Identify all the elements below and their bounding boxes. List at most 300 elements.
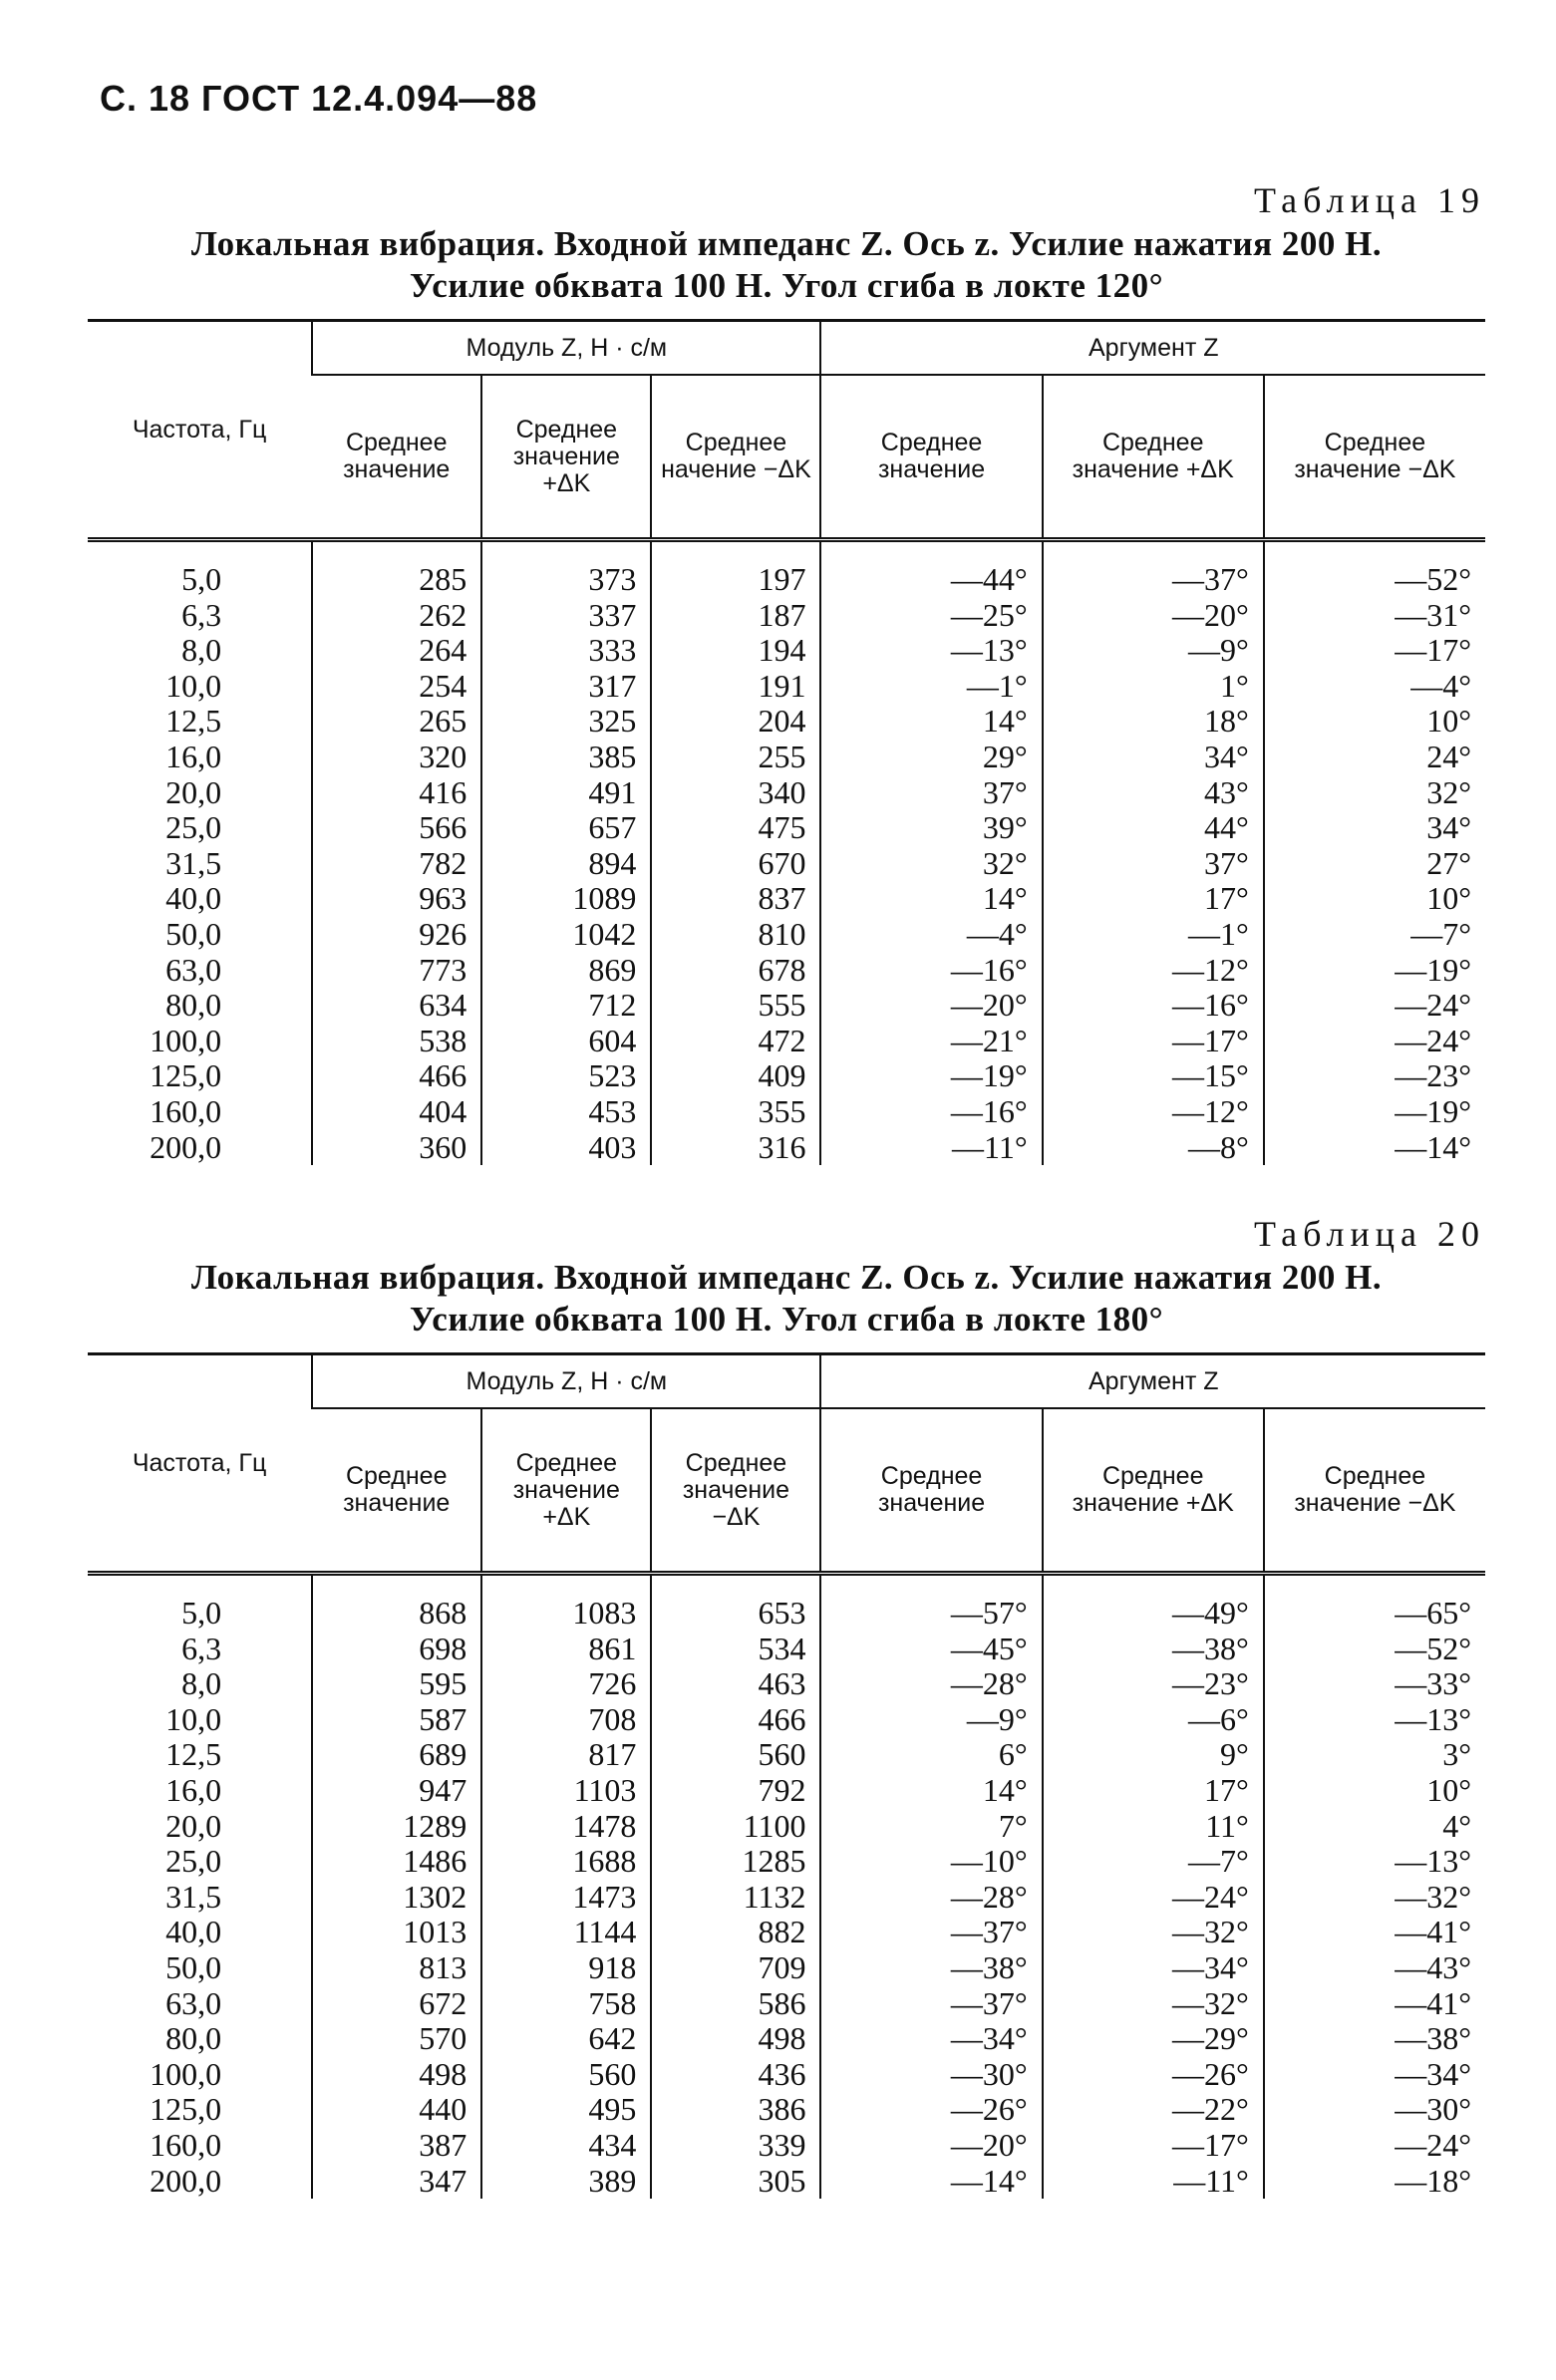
cell-modulus-plus: 337 xyxy=(481,598,651,634)
cell-modulus-plus: 712 xyxy=(481,988,651,1024)
table-row xyxy=(88,1950,1485,1986)
cell-modulus-plus: 317 xyxy=(481,669,651,705)
cell-argument-minus: —18° xyxy=(1264,2164,1485,2200)
cell-modulus-plus: 1478 xyxy=(481,1809,651,1845)
cell-argument-minus: —65° xyxy=(1264,1574,1485,1632)
data-table xyxy=(88,1352,1485,2199)
cell-argument-minus: —33° xyxy=(1264,1666,1485,1702)
cell-argument-plus: —17° xyxy=(1043,1024,1264,1059)
cell-modulus-mean: 782 xyxy=(312,846,481,882)
cell-argument-plus: —16° xyxy=(1043,988,1264,1024)
table-row xyxy=(88,810,1485,846)
cell-modulus-minus: 560 xyxy=(651,1737,820,1773)
header-modulus-minus: Среднее начение −ΔK xyxy=(651,375,820,540)
cell-frequency: 100,0 xyxy=(150,2055,222,2092)
header-argument-group: Аргумент Z xyxy=(820,321,1485,376)
cell-frequency: 6,3 xyxy=(181,596,222,633)
cell-argument-minus: 34° xyxy=(1264,810,1485,846)
cell-modulus-minus: 436 xyxy=(651,2057,820,2093)
cell-argument-plus: —8° xyxy=(1043,1130,1264,1166)
cell-modulus-plus: 1042 xyxy=(481,917,651,953)
cell-argument-minus: —43° xyxy=(1264,1950,1485,1986)
cell-argument-plus: —22° xyxy=(1043,2092,1264,2128)
cell-modulus-mean: 813 xyxy=(312,1950,481,1986)
cell-frequency: 125,0 xyxy=(150,1057,222,1094)
header-modulus-mean: Среднее значение xyxy=(312,1408,481,1574)
cell-modulus-mean: 1302 xyxy=(312,1880,481,1916)
cell-modulus-mean: 634 xyxy=(312,988,481,1024)
cell-modulus-minus: 339 xyxy=(651,2128,820,2164)
cell-modulus-plus: 491 xyxy=(481,775,651,811)
cell-argument-mean: 32° xyxy=(820,846,1042,882)
cell-modulus-plus: 861 xyxy=(481,1632,651,1667)
cell-argument-mean: —4° xyxy=(820,917,1042,953)
cell-argument-minus: —31° xyxy=(1264,598,1485,634)
cell-frequency: 5,0 xyxy=(181,1595,222,1631)
table-caption-line1: Локальная вибрация. Входной импеданс Z. Ось z. Усилие нажатия 200 Н. xyxy=(190,224,1383,263)
table-row xyxy=(88,2057,1485,2093)
cell-argument-plus: —1° xyxy=(1043,917,1264,953)
cell-frequency: 50,0 xyxy=(165,1948,222,1985)
table-row xyxy=(88,2092,1485,2128)
cell-modulus-plus: 373 xyxy=(481,540,651,598)
header-argument-group: Аргумент Z xyxy=(820,1354,1485,1409)
cell-modulus-mean: 387 xyxy=(312,2128,481,2164)
cell-modulus-minus: 653 xyxy=(651,1574,820,1632)
data-table xyxy=(88,319,1485,1165)
table-row xyxy=(88,1666,1485,1702)
cell-modulus-minus: 670 xyxy=(651,846,820,882)
cell-argument-plus: 11° xyxy=(1043,1809,1264,1845)
header-argument-minus: Среднее значение −ΔK xyxy=(1264,375,1485,540)
table-row xyxy=(88,1574,1485,1632)
cell-modulus-plus: 495 xyxy=(481,2092,651,2128)
cell-modulus-minus: 837 xyxy=(651,881,820,917)
cell-argument-mean: —14° xyxy=(820,2164,1042,2200)
table-row xyxy=(88,540,1485,598)
cell-modulus-minus: 316 xyxy=(651,1130,820,1166)
table-row xyxy=(88,669,1485,705)
table-row xyxy=(88,1024,1485,1059)
cell-argument-plus: —9° xyxy=(1043,633,1264,669)
cell-modulus-plus: 333 xyxy=(481,633,651,669)
cell-argument-mean: —34° xyxy=(820,2021,1042,2057)
cell-modulus-mean: 566 xyxy=(312,810,481,846)
cell-argument-plus: 44° xyxy=(1043,810,1264,846)
cell-argument-mean: —1° xyxy=(820,669,1042,705)
cell-argument-mean: 14° xyxy=(820,704,1042,740)
cell-modulus-minus: 792 xyxy=(651,1773,820,1809)
cell-frequency: 12,5 xyxy=(165,1736,222,1773)
cell-argument-plus: 43° xyxy=(1043,775,1264,811)
table-row xyxy=(88,633,1485,669)
table-row xyxy=(88,740,1485,775)
cell-frequency: 16,0 xyxy=(165,1771,222,1808)
cell-modulus-mean: 689 xyxy=(312,1737,481,1773)
cell-argument-plus: —12° xyxy=(1043,953,1264,989)
cell-modulus-mean: 926 xyxy=(312,917,481,953)
cell-modulus-mean: 404 xyxy=(312,1094,481,1130)
cell-modulus-minus: 709 xyxy=(651,1950,820,1986)
cell-argument-mean: —38° xyxy=(820,1950,1042,1986)
cell-modulus-mean: 466 xyxy=(312,1058,481,1094)
table-row xyxy=(88,1632,1485,1667)
cell-modulus-minus: 555 xyxy=(651,988,820,1024)
cell-modulus-mean: 868 xyxy=(312,1574,481,1632)
cell-argument-mean: —57° xyxy=(820,1574,1042,1632)
cell-argument-mean: 6° xyxy=(820,1737,1042,1773)
cell-modulus-minus: 472 xyxy=(651,1024,820,1059)
cell-argument-mean: —30° xyxy=(820,2057,1042,2093)
cell-modulus-plus: 523 xyxy=(481,1058,651,1094)
cell-modulus-plus: 817 xyxy=(481,1737,651,1773)
cell-argument-plus: —17° xyxy=(1043,2128,1264,2164)
cell-frequency: 200,0 xyxy=(150,1128,222,1165)
table-row xyxy=(88,988,1485,1024)
cell-modulus-plus: 1103 xyxy=(481,1773,651,1809)
table-caption-line2: Усилие обквата 100 Н. Угол сгиба в локте 120° xyxy=(409,266,1164,305)
cell-modulus-minus: 882 xyxy=(651,1915,820,1950)
table-row xyxy=(88,1809,1485,1845)
cell-modulus-mean: 587 xyxy=(312,1702,481,1738)
cell-modulus-plus: 1473 xyxy=(481,1880,651,1916)
cell-argument-mean: 7° xyxy=(820,1809,1042,1845)
header-frequency: Частота, Гц xyxy=(88,1354,312,1574)
page-header: С. 18 ГОСТ 12.4.094—88 xyxy=(100,78,538,119)
cell-argument-minus: —38° xyxy=(1264,2021,1485,2057)
cell-modulus-minus: 463 xyxy=(651,1666,820,1702)
cell-argument-plus: —20° xyxy=(1043,598,1264,634)
cell-argument-minus: —24° xyxy=(1264,2128,1485,2164)
table-row xyxy=(88,1986,1485,2022)
cell-modulus-minus: 355 xyxy=(651,1094,820,1130)
cell-frequency: 31,5 xyxy=(165,1878,222,1915)
cell-modulus-minus: 191 xyxy=(651,669,820,705)
cell-modulus-plus: 604 xyxy=(481,1024,651,1059)
cell-modulus-minus: 255 xyxy=(651,740,820,775)
cell-frequency: 63,0 xyxy=(165,951,222,988)
cell-argument-mean: —25° xyxy=(820,598,1042,634)
table-row xyxy=(88,775,1485,811)
cell-argument-plus: —6° xyxy=(1043,1702,1264,1738)
table-caption-line2: Усилие обквата 100 Н. Угол сгиба в локте 180° xyxy=(409,1300,1164,1339)
cell-modulus-plus: 894 xyxy=(481,846,651,882)
cell-frequency: 6,3 xyxy=(181,1630,222,1666)
cell-argument-plus: 9° xyxy=(1043,1737,1264,1773)
cell-argument-minus: —13° xyxy=(1264,1702,1485,1738)
cell-argument-minus: —19° xyxy=(1264,953,1485,989)
cell-argument-minus: —19° xyxy=(1264,1094,1485,1130)
cell-modulus-plus: 869 xyxy=(481,953,651,989)
table-row xyxy=(88,881,1485,917)
header-modulus-plus: Среднее значение +ΔK xyxy=(481,375,651,540)
cell-modulus-plus: 642 xyxy=(481,2021,651,2057)
cell-modulus-plus: 385 xyxy=(481,740,651,775)
header-argument-plus: Среднее значение +ΔK xyxy=(1043,375,1264,540)
cell-argument-plus: 37° xyxy=(1043,846,1264,882)
table-19-block xyxy=(88,177,1485,1165)
cell-frequency: 50,0 xyxy=(165,915,222,952)
cell-argument-minus: —32° xyxy=(1264,1880,1485,1916)
cell-argument-mean: 37° xyxy=(820,775,1042,811)
cell-argument-minus: 3° xyxy=(1264,1737,1485,1773)
cell-argument-mean: —20° xyxy=(820,988,1042,1024)
cell-argument-minus: 10° xyxy=(1264,1773,1485,1809)
table-row xyxy=(88,917,1485,953)
cell-argument-mean: —9° xyxy=(820,1702,1042,1738)
table-row xyxy=(88,704,1485,740)
cell-frequency: 25,0 xyxy=(165,1843,222,1880)
cell-argument-mean: —19° xyxy=(820,1058,1042,1094)
cell-frequency: 160,0 xyxy=(150,1092,222,1129)
cell-argument-plus: 18° xyxy=(1043,704,1264,740)
cell-argument-minus: —30° xyxy=(1264,2092,1485,2128)
cell-argument-mean: —10° xyxy=(820,1844,1042,1880)
cell-modulus-plus: 657 xyxy=(481,810,651,846)
cell-argument-plus: —24° xyxy=(1043,1880,1264,1916)
cell-frequency: 20,0 xyxy=(165,1807,222,1844)
cell-argument-plus: —32° xyxy=(1043,1915,1264,1950)
header-argument-plus: Среднее значение +ΔK xyxy=(1043,1408,1264,1574)
cell-argument-minus: 10° xyxy=(1264,704,1485,740)
cell-modulus-plus: 389 xyxy=(481,2164,651,2200)
cell-frequency: 80,0 xyxy=(165,2020,222,2057)
cell-argument-plus: —12° xyxy=(1043,1094,1264,1130)
table-row xyxy=(88,1915,1485,1950)
table-body xyxy=(88,1574,1485,2200)
cell-modulus-minus: 204 xyxy=(651,704,820,740)
cell-modulus-mean: 262 xyxy=(312,598,481,634)
cell-frequency: 8,0 xyxy=(181,632,222,669)
cell-argument-minus: —24° xyxy=(1264,988,1485,1024)
table-number: Таблица 19 xyxy=(1254,180,1485,220)
cell-argument-mean: —20° xyxy=(820,2128,1042,2164)
cell-argument-plus: —38° xyxy=(1043,1632,1264,1667)
table-row xyxy=(88,1094,1485,1130)
cell-argument-plus: —15° xyxy=(1043,1058,1264,1094)
cell-modulus-mean: 360 xyxy=(312,1130,481,1166)
cell-modulus-mean: 538 xyxy=(312,1024,481,1059)
cell-modulus-plus: 325 xyxy=(481,704,651,740)
cell-argument-plus: 17° xyxy=(1043,881,1264,917)
cell-modulus-mean: 265 xyxy=(312,704,481,740)
cell-argument-plus: —49° xyxy=(1043,1574,1264,1632)
cell-argument-minus: —7° xyxy=(1264,917,1485,953)
cell-argument-minus: —13° xyxy=(1264,1844,1485,1880)
cell-argument-mean: 14° xyxy=(820,1773,1042,1809)
cell-modulus-minus: 197 xyxy=(651,540,820,598)
cell-argument-minus: 24° xyxy=(1264,740,1485,775)
cell-frequency: 80,0 xyxy=(165,987,222,1024)
cell-modulus-plus: 1144 xyxy=(481,1915,651,1950)
cell-modulus-mean: 595 xyxy=(312,1666,481,1702)
cell-argument-minus: —17° xyxy=(1264,633,1485,669)
cell-frequency: 125,0 xyxy=(150,2091,222,2128)
table-row xyxy=(88,598,1485,634)
cell-modulus-plus: 726 xyxy=(481,1666,651,1702)
cell-modulus-minus: 466 xyxy=(651,1702,820,1738)
cell-argument-minus: 10° xyxy=(1264,881,1485,917)
cell-modulus-plus: 1089 xyxy=(481,881,651,917)
cell-argument-plus: —26° xyxy=(1043,2057,1264,2093)
table-row xyxy=(88,1130,1485,1166)
cell-argument-plus: —34° xyxy=(1043,1950,1264,1986)
table-20-block xyxy=(88,1211,1485,2199)
cell-argument-plus: —7° xyxy=(1043,1844,1264,1880)
table-row xyxy=(88,2021,1485,2057)
cell-modulus-mean: 963 xyxy=(312,881,481,917)
cell-argument-mean: —13° xyxy=(820,633,1042,669)
cell-modulus-minus: 187 xyxy=(651,598,820,634)
cell-modulus-minus: 534 xyxy=(651,1632,820,1667)
table-row xyxy=(88,2128,1485,2164)
cell-modulus-minus: 678 xyxy=(651,953,820,989)
cell-modulus-mean: 320 xyxy=(312,740,481,775)
cell-argument-minus: 4° xyxy=(1264,1809,1485,1845)
cell-argument-mean: —44° xyxy=(820,540,1042,598)
header-argument-mean: Среднее значение xyxy=(820,375,1042,540)
table-row xyxy=(88,1737,1485,1773)
cell-modulus-minus: 386 xyxy=(651,2092,820,2128)
table-row xyxy=(88,953,1485,989)
cell-modulus-minus: 305 xyxy=(651,2164,820,2200)
cell-argument-minus: —52° xyxy=(1264,540,1485,598)
table-row xyxy=(88,1702,1485,1738)
table-body xyxy=(88,540,1485,1166)
cell-argument-plus: 1° xyxy=(1043,669,1264,705)
cell-argument-plus: —11° xyxy=(1043,2164,1264,2200)
header-argument-mean: Среднее значение xyxy=(820,1408,1042,1574)
cell-argument-minus: —34° xyxy=(1264,2057,1485,2093)
cell-argument-plus: —29° xyxy=(1043,2021,1264,2057)
cell-argument-plus: 34° xyxy=(1043,740,1264,775)
cell-frequency: 10,0 xyxy=(165,1700,222,1737)
cell-argument-mean: —16° xyxy=(820,953,1042,989)
cell-argument-plus: —37° xyxy=(1043,540,1264,598)
cell-modulus-minus: 1132 xyxy=(651,1880,820,1916)
header-modulus-group: Модуль Z, Н · с/м xyxy=(312,1354,820,1409)
cell-modulus-minus: 409 xyxy=(651,1058,820,1094)
cell-argument-minus: —23° xyxy=(1264,1058,1485,1094)
cell-frequency: 40,0 xyxy=(165,1914,222,1950)
cell-modulus-mean: 947 xyxy=(312,1773,481,1809)
table-row xyxy=(88,1880,1485,1916)
cell-modulus-minus: 475 xyxy=(651,810,820,846)
table-caption-line1: Локальная вибрация. Входной импеданс Z. Ось z. Усилие нажатия 200 Н. xyxy=(190,1258,1383,1297)
cell-frequency: 63,0 xyxy=(165,1984,222,2021)
cell-argument-minus: —52° xyxy=(1264,1632,1485,1667)
cell-modulus-minus: 194 xyxy=(651,633,820,669)
cell-modulus-minus: 810 xyxy=(651,917,820,953)
cell-frequency: 200,0 xyxy=(150,2162,222,2199)
cell-modulus-plus: 1688 xyxy=(481,1844,651,1880)
cell-argument-mean: —37° xyxy=(820,1986,1042,2022)
cell-frequency: 40,0 xyxy=(165,880,222,917)
table-row xyxy=(88,1773,1485,1809)
cell-frequency: 12,5 xyxy=(165,703,222,740)
cell-modulus-mean: 416 xyxy=(312,775,481,811)
header-argument-minus: Среднее значение −ΔK xyxy=(1264,1408,1485,1574)
cell-frequency: 10,0 xyxy=(165,667,222,704)
cell-argument-minus: 32° xyxy=(1264,775,1485,811)
cell-argument-plus: 17° xyxy=(1043,1773,1264,1809)
cell-modulus-minus: 1100 xyxy=(651,1809,820,1845)
cell-argument-plus: —23° xyxy=(1043,1666,1264,1702)
cell-argument-mean: —37° xyxy=(820,1915,1042,1950)
header-frequency: Частота, Гц xyxy=(88,321,312,540)
table-row xyxy=(88,1844,1485,1880)
cell-modulus-mean: 773 xyxy=(312,953,481,989)
cell-argument-minus: —41° xyxy=(1264,1915,1485,1950)
cell-modulus-mean: 285 xyxy=(312,540,481,598)
cell-frequency: 8,0 xyxy=(181,1665,222,1702)
header-modulus-group: Модуль Z, Н · с/м xyxy=(312,321,820,376)
cell-modulus-plus: 453 xyxy=(481,1094,651,1130)
header-modulus-mean: Среднее значение xyxy=(312,375,481,540)
cell-frequency: 25,0 xyxy=(165,809,222,846)
cell-frequency: 5,0 xyxy=(181,561,222,597)
cell-modulus-mean: 570 xyxy=(312,2021,481,2057)
cell-frequency: 31,5 xyxy=(165,844,222,881)
cell-argument-mean: 29° xyxy=(820,740,1042,775)
cell-modulus-plus: 434 xyxy=(481,2128,651,2164)
cell-argument-mean: —45° xyxy=(820,1632,1042,1667)
cell-argument-minus: 27° xyxy=(1264,846,1485,882)
cell-modulus-minus: 586 xyxy=(651,1986,820,2022)
cell-modulus-plus: 758 xyxy=(481,1986,651,2022)
header-modulus-plus: Среднее значение +ΔK xyxy=(481,1408,651,1574)
cell-argument-plus: —32° xyxy=(1043,1986,1264,2022)
cell-frequency: 16,0 xyxy=(165,738,222,774)
cell-modulus-minus: 340 xyxy=(651,775,820,811)
cell-modulus-mean: 672 xyxy=(312,1986,481,2022)
table-number: Таблица 20 xyxy=(1254,1214,1485,1254)
cell-frequency: 160,0 xyxy=(150,2126,222,2163)
cell-modulus-plus: 708 xyxy=(481,1702,651,1738)
cell-argument-mean: —11° xyxy=(820,1130,1042,1166)
cell-modulus-mean: 1289 xyxy=(312,1809,481,1845)
cell-modulus-mean: 440 xyxy=(312,2092,481,2128)
cell-modulus-mean: 1486 xyxy=(312,1844,481,1880)
cell-argument-mean: —26° xyxy=(820,2092,1042,2128)
cell-modulus-minus: 1285 xyxy=(651,1844,820,1880)
header-modulus-minus: Среднее значение −ΔK xyxy=(651,1408,820,1574)
cell-argument-minus: —14° xyxy=(1264,1130,1485,1166)
cell-argument-mean: 39° xyxy=(820,810,1042,846)
cell-frequency: 20,0 xyxy=(165,773,222,810)
cell-argument-mean: 14° xyxy=(820,881,1042,917)
cell-modulus-mean: 498 xyxy=(312,2057,481,2093)
cell-modulus-mean: 698 xyxy=(312,1632,481,1667)
cell-argument-minus: —24° xyxy=(1264,1024,1485,1059)
table-row xyxy=(88,1058,1485,1094)
cell-frequency: 100,0 xyxy=(150,1022,222,1058)
cell-modulus-mean: 254 xyxy=(312,669,481,705)
cell-modulus-minus: 498 xyxy=(651,2021,820,2057)
table-row xyxy=(88,846,1485,882)
cell-argument-mean: —28° xyxy=(820,1666,1042,1702)
cell-argument-mean: —16° xyxy=(820,1094,1042,1130)
cell-modulus-plus: 560 xyxy=(481,2057,651,2093)
cell-argument-minus: —41° xyxy=(1264,1986,1485,2022)
table-row xyxy=(88,2164,1485,2200)
cell-modulus-mean: 347 xyxy=(312,2164,481,2200)
cell-modulus-plus: 1083 xyxy=(481,1574,651,1632)
cell-modulus-mean: 264 xyxy=(312,633,481,669)
cell-argument-mean: —28° xyxy=(820,1880,1042,1916)
cell-modulus-mean: 1013 xyxy=(312,1915,481,1950)
cell-modulus-plus: 403 xyxy=(481,1130,651,1166)
